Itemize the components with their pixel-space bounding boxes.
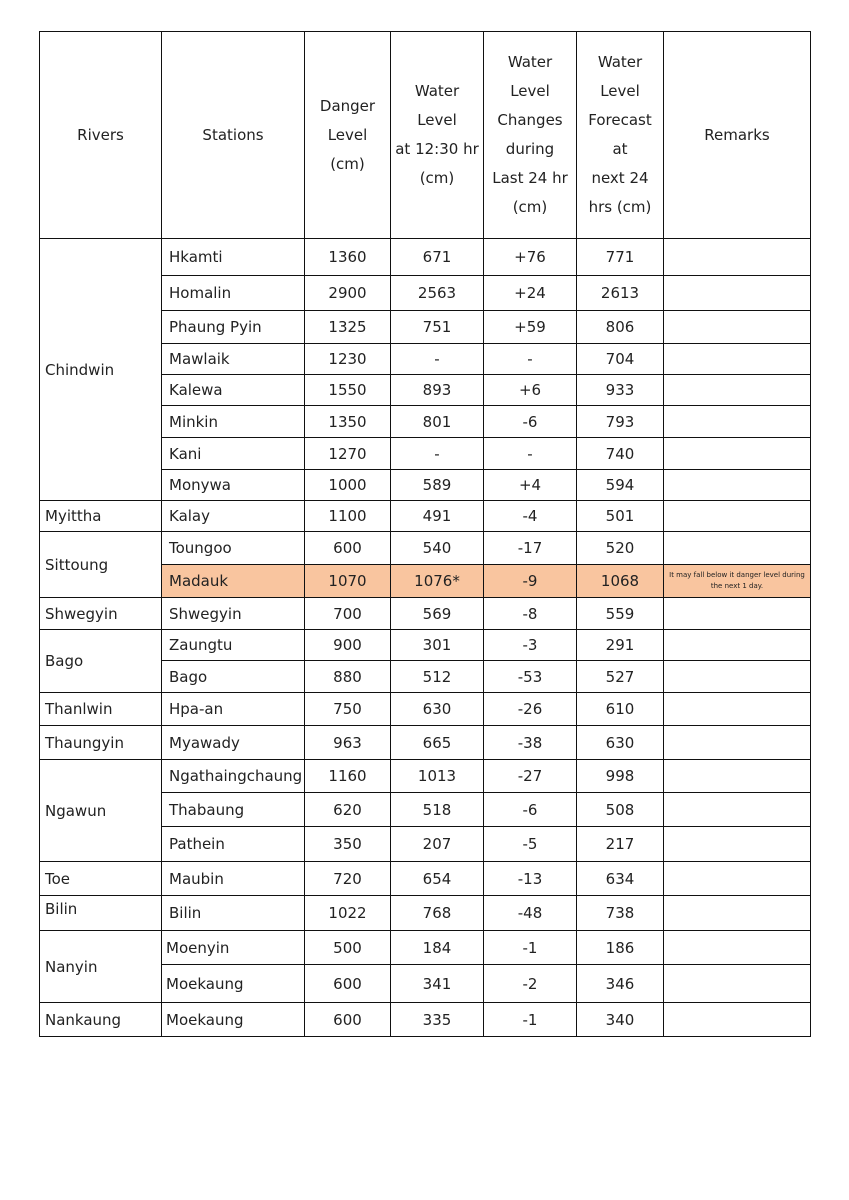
table-row [40, 630, 811, 661]
level-cell: 630 [391, 693, 484, 726]
table-row [40, 239, 811, 276]
level-cell: 665 [391, 726, 484, 760]
danger-cell: 600 [305, 965, 391, 1003]
level-cell: 671 [391, 239, 484, 276]
forecast-cell: 217 [577, 827, 664, 862]
danger-cell: 900 [305, 630, 391, 661]
table-row [40, 693, 811, 726]
forecast-cell: 740 [577, 438, 664, 470]
danger-cell: 1270 [305, 438, 391, 470]
level-cell: 207 [391, 827, 484, 862]
forecast-cell: 501 [577, 501, 664, 532]
remark-cell [664, 965, 811, 1003]
change-cell: -1 [484, 1003, 577, 1037]
header-text: during [505, 140, 555, 158]
level-cell: 1013 [391, 760, 484, 793]
level-cell: - [391, 438, 484, 470]
change-cell: -6 [484, 406, 577, 438]
forecast-cell: 527 [577, 661, 664, 693]
remark-cell [664, 239, 811, 276]
station-cell: Bago [162, 661, 305, 693]
forecast-cell: 806 [577, 311, 664, 344]
danger-cell: 620 [305, 793, 391, 827]
header-text: at [612, 140, 628, 158]
change-cell: +4 [484, 470, 577, 501]
station-cell: Kalewa [162, 375, 305, 406]
station-cell: Maubin [162, 862, 305, 896]
level-cell: 768 [391, 896, 484, 931]
header-water-level [391, 32, 484, 239]
station-cell: Hpa-an [162, 693, 305, 726]
header-text: (cm) [330, 154, 365, 173]
change-cell: - [484, 344, 577, 375]
station-cell: Moekaung [162, 1003, 305, 1037]
danger-cell: 880 [305, 661, 391, 693]
forecast-cell: 704 [577, 344, 664, 375]
table-row [40, 896, 811, 931]
header-text: Forecast [588, 111, 652, 129]
danger-cell: 1230 [305, 344, 391, 375]
header-row [40, 32, 811, 239]
danger-cell: 1550 [305, 375, 391, 406]
station-cell: Monywa [162, 470, 305, 501]
change-cell: -2 [484, 965, 577, 1003]
remark-cell [664, 311, 811, 344]
header-danger-level [305, 32, 391, 239]
header-forecast [577, 32, 664, 239]
forecast-cell: 508 [577, 793, 664, 827]
danger-cell: 1100 [305, 501, 391, 532]
change-cell: -17 [484, 532, 577, 565]
danger-cell: 700 [305, 598, 391, 630]
table-row [40, 760, 811, 793]
header-text: Water [597, 53, 643, 71]
forecast-cell: 793 [577, 406, 664, 438]
danger-cell: 600 [305, 532, 391, 565]
forecast-cell: 186 [577, 931, 664, 965]
danger-cell: 1350 [305, 406, 391, 438]
header-text: hrs (cm) [588, 198, 652, 216]
river-cell: Nankaung [40, 1003, 162, 1037]
header-text: (cm) [419, 169, 455, 187]
header-text: Level [327, 125, 368, 144]
remark-cell [664, 470, 811, 501]
forecast-cell: 610 [577, 693, 664, 726]
header-text: Last 24 hr [492, 169, 568, 187]
station-cell: Moekaung [162, 965, 305, 1003]
forecast-cell: 630 [577, 726, 664, 760]
change-cell: +6 [484, 375, 577, 406]
station-cell: Thabaung [162, 793, 305, 827]
table-row [40, 1003, 811, 1037]
remark-cell [664, 931, 811, 965]
danger-cell: 350 [305, 827, 391, 862]
remark-cell [664, 693, 811, 726]
danger-cell: 2900 [305, 276, 391, 311]
level-cell: 512 [391, 661, 484, 693]
remark-cell [664, 661, 811, 693]
water-level-table [39, 31, 811, 1037]
level-cell: 654 [391, 862, 484, 896]
station-cell: Kalay [162, 501, 305, 532]
header-text: next 24 [591, 169, 649, 187]
danger-cell: 750 [305, 693, 391, 726]
forecast-cell: 933 [577, 375, 664, 406]
forecast-cell: 346 [577, 965, 664, 1003]
remark-cell [664, 344, 811, 375]
table-row [40, 931, 811, 965]
change-cell: -26 [484, 693, 577, 726]
remark-cell [664, 760, 811, 793]
table-row [40, 501, 811, 532]
remark-cell [664, 793, 811, 827]
header-text: Water [507, 53, 553, 71]
danger-cell: 1325 [305, 311, 391, 344]
header-text: Changes [497, 111, 563, 129]
change-cell: -9 [484, 565, 577, 598]
station-cell: Myawady [162, 726, 305, 760]
forecast-cell: 340 [577, 1003, 664, 1037]
level-cell: - [391, 344, 484, 375]
header-changes [484, 32, 577, 239]
forecast-cell: 634 [577, 862, 664, 896]
table-row [40, 726, 811, 760]
danger-cell: 500 [305, 931, 391, 965]
header-text: Water Level [414, 82, 460, 129]
station-cell: Mawlaik [162, 344, 305, 375]
change-cell: -27 [484, 760, 577, 793]
change-cell: +24 [484, 276, 577, 311]
remark-cell [664, 501, 811, 532]
station-cell: Shwegyin [162, 598, 305, 630]
change-cell: -38 [484, 726, 577, 760]
header-rivers: Rivers [40, 32, 162, 239]
change-cell: -48 [484, 896, 577, 931]
forecast-cell: 771 [577, 239, 664, 276]
river-cell: Shwegyin [40, 598, 162, 630]
level-cell: 1076* [391, 565, 484, 598]
danger-cell: 1070 [305, 565, 391, 598]
remark-cell [664, 276, 811, 311]
forecast-cell: 291 [577, 630, 664, 661]
header-text: Level [510, 82, 550, 100]
remark-cell [664, 532, 811, 565]
header-stations: Stations [162, 32, 305, 239]
header-text: at 12:30 hr [395, 140, 479, 158]
station-cell: Madauk [162, 565, 305, 598]
change-cell: - [484, 438, 577, 470]
station-cell: Bilin [162, 896, 305, 931]
river-cell: Bilin [40, 896, 162, 931]
remark-cell [664, 406, 811, 438]
header-text: Danger [319, 96, 376, 115]
change-cell: -53 [484, 661, 577, 693]
change-cell: -5 [484, 827, 577, 862]
header-text: Level [600, 82, 640, 100]
danger-cell: 1000 [305, 470, 391, 501]
header-remarks: Remarks [664, 32, 811, 239]
forecast-cell: 738 [577, 896, 664, 931]
river-cell: Toe [40, 862, 162, 896]
remark-cell [664, 630, 811, 661]
level-cell: 2563 [391, 276, 484, 311]
danger-cell: 1022 [305, 896, 391, 931]
danger-cell: 720 [305, 862, 391, 896]
remark-cell [664, 1003, 811, 1037]
river-cell: Ngawun [40, 760, 162, 862]
danger-cell: 600 [305, 1003, 391, 1037]
level-cell: 518 [391, 793, 484, 827]
danger-cell: 1160 [305, 760, 391, 793]
change-cell: -1 [484, 931, 577, 965]
river-cell: Thanlwin [40, 693, 162, 726]
table-row [40, 598, 811, 630]
forecast-cell: 2613 [577, 276, 664, 311]
table-row [40, 532, 811, 565]
change-cell: -3 [484, 630, 577, 661]
remark-cell [664, 827, 811, 862]
change-cell: -8 [484, 598, 577, 630]
forecast-cell: 1068 [577, 565, 664, 598]
station-cell: Pathein [162, 827, 305, 862]
station-cell: Homalin [162, 276, 305, 311]
forecast-cell: 559 [577, 598, 664, 630]
river-cell: Sittoung [40, 532, 162, 598]
danger-cell: 963 [305, 726, 391, 760]
remark-cell: It may fall below it danger level during the next 1 day. [664, 565, 811, 598]
remark-cell [664, 896, 811, 931]
remark-cell [664, 598, 811, 630]
remark-cell [664, 726, 811, 760]
table-row [40, 862, 811, 896]
forecast-cell: 594 [577, 470, 664, 501]
level-cell: 893 [391, 375, 484, 406]
level-cell: 184 [391, 931, 484, 965]
remark-cell [664, 438, 811, 470]
river-cell: Thaungyin [40, 726, 162, 760]
level-cell: 751 [391, 311, 484, 344]
river-cell: Nanyin [40, 931, 162, 1003]
change-cell: -13 [484, 862, 577, 896]
level-cell: 491 [391, 501, 484, 532]
level-cell: 335 [391, 1003, 484, 1037]
station-cell: Ngathaingchaung [162, 760, 305, 793]
change-cell: -4 [484, 501, 577, 532]
level-cell: 589 [391, 470, 484, 501]
station-cell: Hkamti [162, 239, 305, 276]
forecast-cell: 520 [577, 532, 664, 565]
station-cell: Phaung Pyin [162, 311, 305, 344]
level-cell: 569 [391, 598, 484, 630]
river-cell: Bago [40, 630, 162, 693]
change-cell: +76 [484, 239, 577, 276]
remark-cell [664, 375, 811, 406]
forecast-cell: 998 [577, 760, 664, 793]
station-cell: Toungoo [162, 532, 305, 565]
level-cell: 341 [391, 965, 484, 1003]
station-cell: Moenyin [162, 931, 305, 965]
station-cell: Kani [162, 438, 305, 470]
station-cell: Minkin [162, 406, 305, 438]
change-cell: +59 [484, 311, 577, 344]
level-cell: 301 [391, 630, 484, 661]
change-cell: -6 [484, 793, 577, 827]
danger-cell: 1360 [305, 239, 391, 276]
station-cell: Zaungtu [162, 630, 305, 661]
river-cell: Myittha [40, 501, 162, 532]
river-cell: Chindwin [40, 239, 162, 501]
level-cell: 801 [391, 406, 484, 438]
remark-cell [664, 862, 811, 896]
level-cell: 540 [391, 532, 484, 565]
header-text: (cm) [512, 198, 548, 216]
